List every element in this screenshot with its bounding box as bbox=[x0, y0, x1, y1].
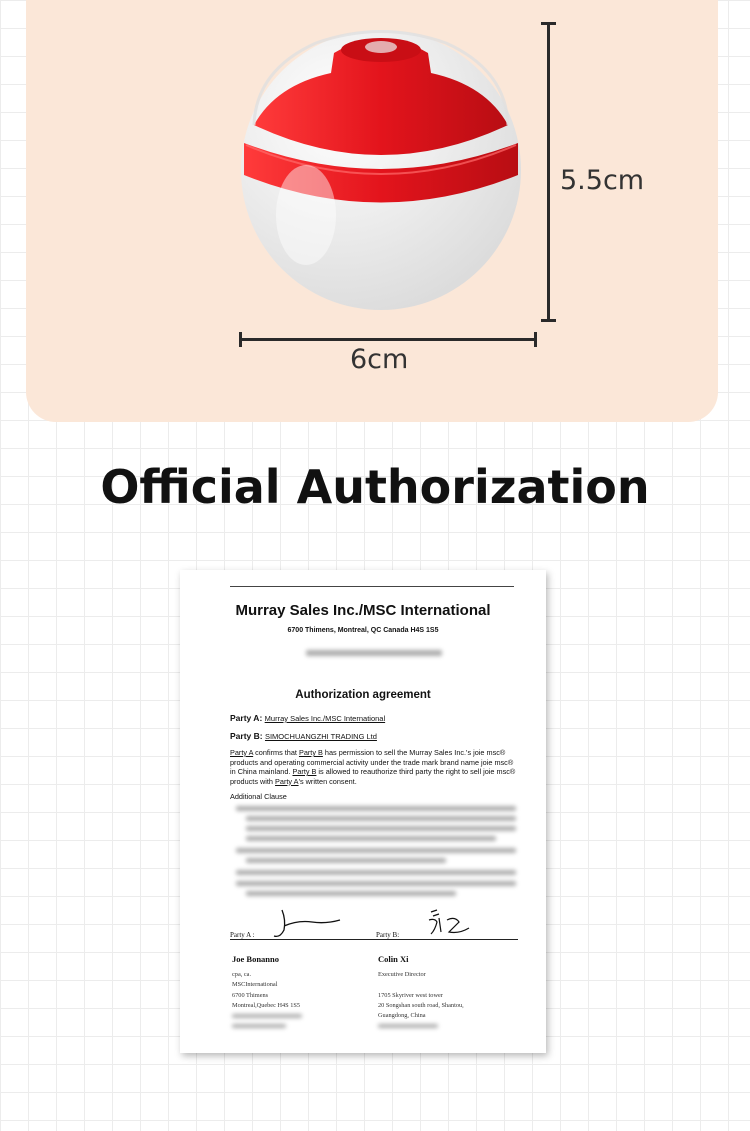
body-part: Party A bbox=[275, 776, 299, 786]
body-part: 's written consent. bbox=[298, 776, 357, 786]
blurred-clause-line bbox=[236, 806, 516, 811]
party-a-label: Party A: bbox=[230, 713, 263, 723]
body-part: Party B bbox=[292, 767, 317, 776]
body-part: is allowed to reauthorize third party the right to sell joie msc® products with bbox=[230, 767, 516, 786]
party-b-line bbox=[230, 731, 377, 741]
signer-b-line: Executive Director bbox=[378, 971, 426, 978]
blurred-clause-line bbox=[236, 848, 516, 853]
party-b-value: SIMOCHUANGZHI TRADING Ltd bbox=[264, 732, 377, 741]
party-a-value: Murray Sales Inc./MSC International bbox=[264, 714, 386, 723]
document-address: 6700 Thimens, Montreal, QC Canada H4S 1S5 bbox=[287, 627, 439, 634]
body-part: Party A bbox=[230, 748, 254, 757]
document-redacted-line bbox=[306, 650, 442, 656]
signature-a bbox=[268, 906, 348, 940]
signer-a-name: Joe Bonanno bbox=[232, 954, 279, 964]
width-dimension-cap-right bbox=[534, 332, 537, 347]
authorization-document bbox=[180, 570, 546, 1053]
blurred-clause-line bbox=[236, 881, 516, 886]
width-dimension-line bbox=[240, 338, 537, 341]
signer-b-line: 20 Songshan south road, Shantou, bbox=[378, 1002, 464, 1009]
signature-rule bbox=[230, 939, 518, 940]
signer-b-line: 1705 Skyriver west tower bbox=[378, 992, 443, 999]
additional-clause-label: Additional Clause bbox=[230, 792, 287, 801]
signer-b-line: Guangdong, China bbox=[378, 1012, 426, 1019]
section-title: Official Authorization bbox=[100, 460, 650, 514]
signer-a-line: cpa, ca. bbox=[232, 971, 252, 978]
body-part: Party B bbox=[298, 748, 323, 757]
signer-a-line: 6700 Thimens bbox=[232, 992, 269, 999]
height-dimension-cap-bottom bbox=[541, 319, 556, 322]
blurred-clause-line bbox=[246, 836, 496, 841]
document-heading: Authorization agreement bbox=[295, 689, 431, 701]
blurred-clause-line bbox=[246, 891, 456, 896]
height-label: 5.5cm bbox=[560, 165, 645, 196]
blurred-signer-line bbox=[378, 1024, 438, 1028]
product-ball-image bbox=[236, 25, 526, 315]
document-top-rule bbox=[230, 586, 514, 587]
signature-b bbox=[425, 906, 475, 938]
blurred-clause-line bbox=[246, 826, 516, 831]
signer-a-line: Montreal,Quebec H4S 1S5 bbox=[232, 1002, 301, 1009]
width-label: 6cm bbox=[350, 344, 409, 375]
signer-b-name: Colin Xi bbox=[378, 954, 409, 964]
party-b-label: Party B: bbox=[230, 731, 263, 741]
document-body bbox=[230, 748, 520, 786]
height-dimension-cap-top bbox=[541, 22, 556, 25]
blurred-signer-line bbox=[232, 1024, 286, 1028]
width-dimension-cap-left bbox=[239, 332, 242, 347]
sign-party-b-label: Party B: bbox=[376, 931, 400, 939]
blurred-clause-line bbox=[246, 816, 516, 821]
signer-a-line: MSCInternational bbox=[232, 981, 278, 988]
height-dimension-line bbox=[547, 22, 550, 322]
body-part: has permission to sell the Murray Sales Inc.'s joie msc® products and operating commercial activity under the trade mark brand name joie msc® in China mainland. bbox=[230, 748, 514, 776]
party-a-line bbox=[230, 713, 385, 723]
document-company: Murray Sales Inc./MSC International bbox=[235, 602, 491, 619]
body-part: confirms that bbox=[253, 748, 299, 757]
blurred-clause-line bbox=[236, 870, 516, 875]
blurred-clause-line bbox=[246, 858, 446, 863]
blurred-signer-line bbox=[232, 1014, 302, 1018]
sign-party-a-label: Party A : bbox=[230, 931, 255, 939]
